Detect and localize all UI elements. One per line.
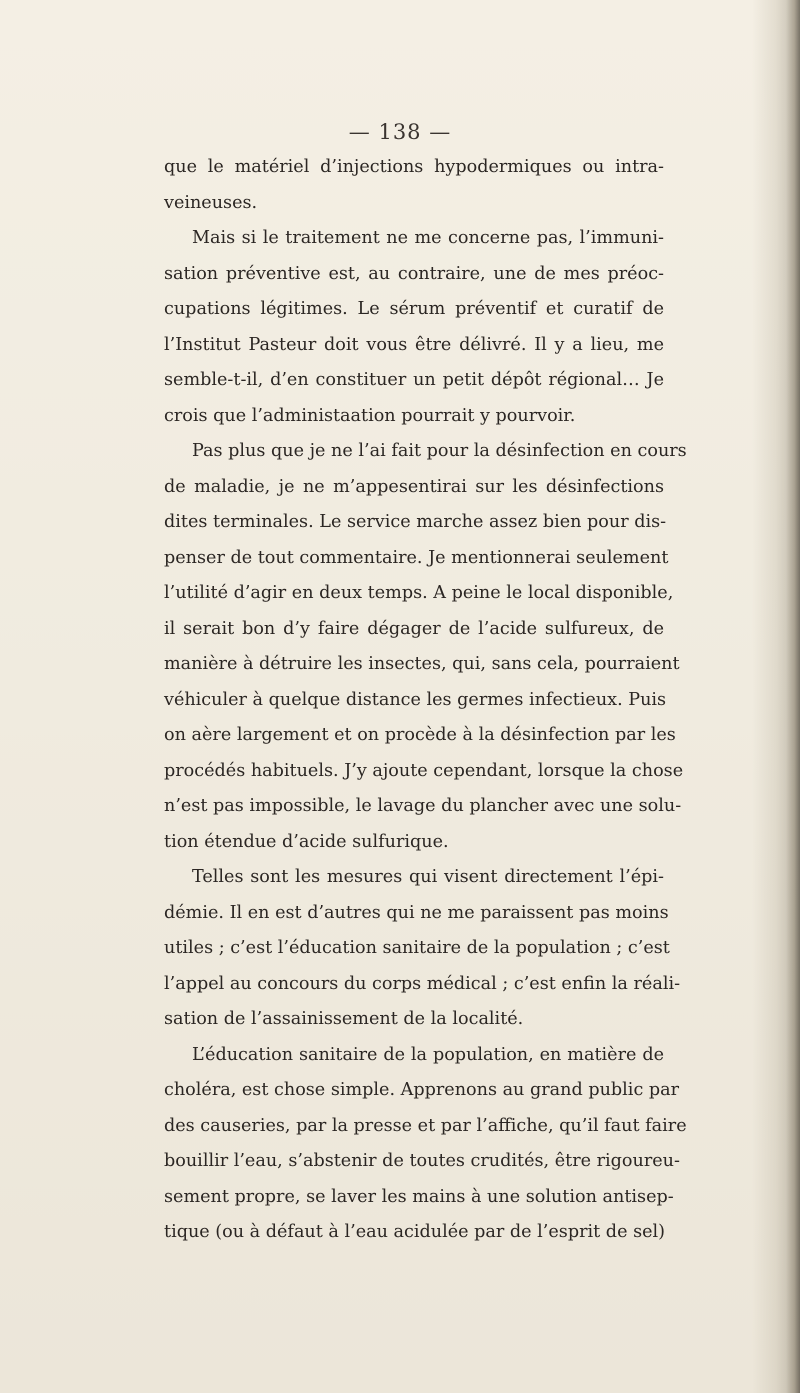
text-line: bouillir l’eau, s’abstenir de toutes crudités, être rigoureu- [164, 1151, 680, 1171]
text-line: des causeries, par la presse et par l’affiche, qu’il faut faire [164, 1115, 687, 1136]
text-line: sation préventive est, au contraire, une de mes préoc- [164, 263, 664, 284]
text-line: véhiculer à quelque distance les germes infectieux. Puis [164, 689, 667, 710]
body-text [164, 150, 687, 1251]
text-line: choléra, est chose simple. Apprenons au grand public par [164, 1080, 680, 1100]
text-line: crois que l’administaation pourrait y pourvoir. [164, 405, 576, 426]
text-line: tion étendue d’acide sulfurique. [164, 831, 449, 852]
text-line: tique (ou à défaut à l’eau acidulée par de l’esprit de sel) [164, 1222, 666, 1242]
text-line: l’Institut Pasteur doit vous être délivré. Il y a lieu, me [164, 334, 664, 355]
text-line: démie. Il en est d’autres qui ne me paraissent pas moins [164, 902, 669, 923]
page-number: — 138 — [348, 120, 452, 144]
page-edge-shadow [786, 0, 800, 1393]
text-line: Telles sont les mesures qui visent directement l’épi- [192, 867, 664, 887]
text-line: utiles ; c’est l’éducation sanitaire de la population ; c’est [164, 938, 670, 958]
text-line: cupations légitimes. Le sérum préventif et curatif de [164, 299, 664, 319]
text-line: que le matériel d’injections hypodermiques ou intra- [164, 157, 664, 177]
text-line: on aère largement et on procède à la désinfection par les [164, 725, 676, 745]
text-line: manière à détruire les insectes, qui, sans cela, pourraient [164, 654, 680, 674]
text-line: penser de tout commentaire. Je mentionnerai seulement [164, 547, 669, 568]
text-line: il serait bon d’y faire dégager de l’acide sulfureux, de [164, 618, 664, 639]
text-line: l’utilité d’agir en deux temps. A peine le local disponible, [164, 583, 674, 603]
text-line: n’est pas impossible, le lavage du plancher avec une solu- [164, 796, 682, 816]
text-line: Pas plus que je ne l’ai fait pour la désinfection en cours [192, 441, 687, 461]
text-line: veineuses. [164, 192, 258, 213]
text-line: sation de l’assainissement de la localité. [164, 1009, 524, 1029]
text-line: l’appel au concours du corps médical ; c’est enfin la réali- [164, 973, 681, 994]
text-line: L’éducation sanitaire de la population, en matière de [192, 1044, 664, 1065]
text-line: dites terminales. Le service marche assez bien pour dis- [164, 512, 667, 532]
text-line: Mais si le traitement ne me concerne pas, l’immuni- [192, 228, 664, 248]
text-line: sement propre, se laver les mains à une solution antisep- [164, 1186, 674, 1207]
text-line: semble-t-il, d’en constituer un petit dépôt régional… Je [164, 370, 664, 390]
text-line: procédés habituels. J’y ajoute cependant, lorsque la chose [164, 760, 684, 781]
text-line: de maladie, je ne m’appesentirai sur les désinfections [164, 476, 664, 497]
